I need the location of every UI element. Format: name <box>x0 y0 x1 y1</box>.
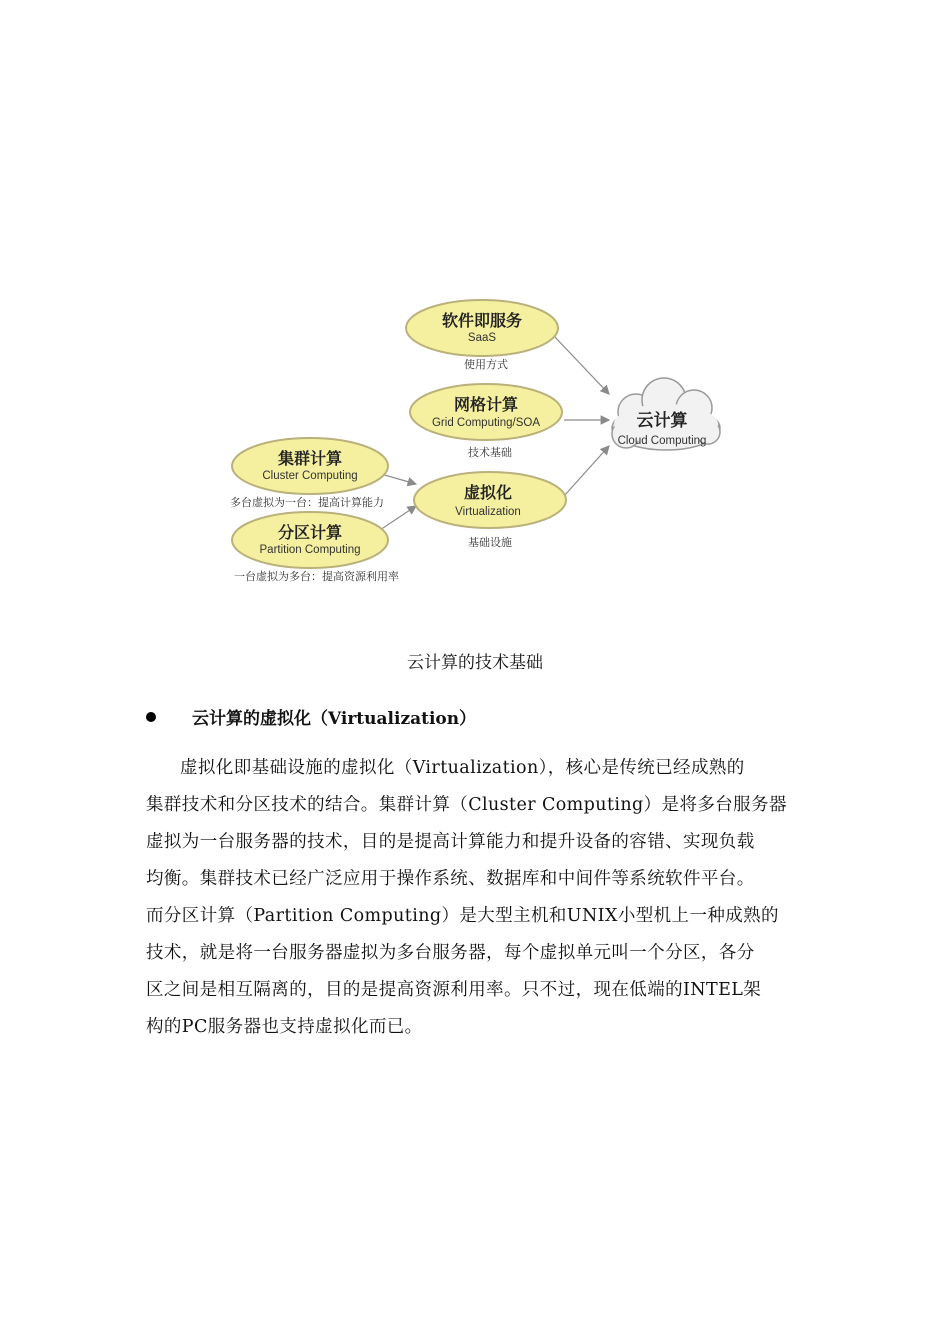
paragraph-line: 而分区计算（Partition Computing）是大型主机和UNIX小型机上一种成熟的 <box>146 906 779 926</box>
grid-subtitle: Grid Computing/SOA <box>431 417 541 429</box>
cloud-subtitle: Cloud Computing <box>617 435 707 447</box>
paragraph-line: 均衡。集群技术已经广泛应用于操作系统、数据库和中间件等系统软件平台。 <box>146 869 755 889</box>
saas-subtitle: SaaS <box>467 332 497 344</box>
saas-title: 软件即服务 <box>441 311 523 330</box>
figure-caption: 云计算的技术基础 <box>407 653 543 673</box>
saas-note: 使用方式 <box>464 358 508 371</box>
body-paragraph <box>146 750 808 1046</box>
node-cluster <box>230 438 388 509</box>
cluster-title: 集群计算 <box>277 449 343 468</box>
partition-subtitle: Partition Computing <box>259 544 361 556</box>
virtual-subtitle: Virtualization <box>455 506 521 518</box>
paragraph-line: 虚拟为一台服务器的技术，目的是提高计算能力和提升设备的容错、实现负载 <box>146 832 755 852</box>
paragraph-line: 虚拟化即基础设施的虚拟化（Virtualization），核心是传统已经成熟的 <box>180 758 745 778</box>
bullet-icon <box>146 712 156 722</box>
paragraph-line: 技术，就是将一台服务器虚拟为多台服务器，每个虚拟单元叫一个分区，各分 <box>146 943 755 963</box>
grid-title: 网格计算 <box>453 395 519 414</box>
paragraph-line: 构的PC服务器也支持虚拟化而已。 <box>146 1017 423 1037</box>
section-heading-text: 云计算的虚拟化（Virtualization） <box>192 709 477 729</box>
partition-note: 一台虚拟为多台：提高资源利用率 <box>234 570 399 583</box>
arrow-virtual-to-cloud <box>564 446 609 496</box>
section-heading <box>146 704 476 729</box>
grid-note: 技术基础 <box>468 446 512 459</box>
virtual-note: 基础设施 <box>468 536 512 549</box>
node-grid <box>410 384 562 459</box>
virtual-title: 虚拟化 <box>463 483 513 502</box>
cluster-note: 多台虚拟为一台：提高计算能力 <box>230 496 384 509</box>
arrow-saas-to-cloud <box>554 336 609 394</box>
node-virtualization <box>414 472 566 549</box>
cluster-subtitle: Cluster Computing <box>262 470 358 482</box>
node-cloud <box>612 378 720 450</box>
node-saas <box>406 300 558 371</box>
cloud-computing-diagram <box>224 296 724 588</box>
paragraph-line: 区之间是相互隔离的，目的是提高资源利用率。只不过，现在低端的INTEL架 <box>146 980 762 1000</box>
cloud-title: 云计算 <box>636 411 688 431</box>
paragraph-line: 集群技术和分区技术的结合。集群计算（Cluster Computing）是将多台服务器 <box>146 795 787 815</box>
partition-title: 分区计算 <box>277 523 343 542</box>
node-partition <box>232 512 399 583</box>
